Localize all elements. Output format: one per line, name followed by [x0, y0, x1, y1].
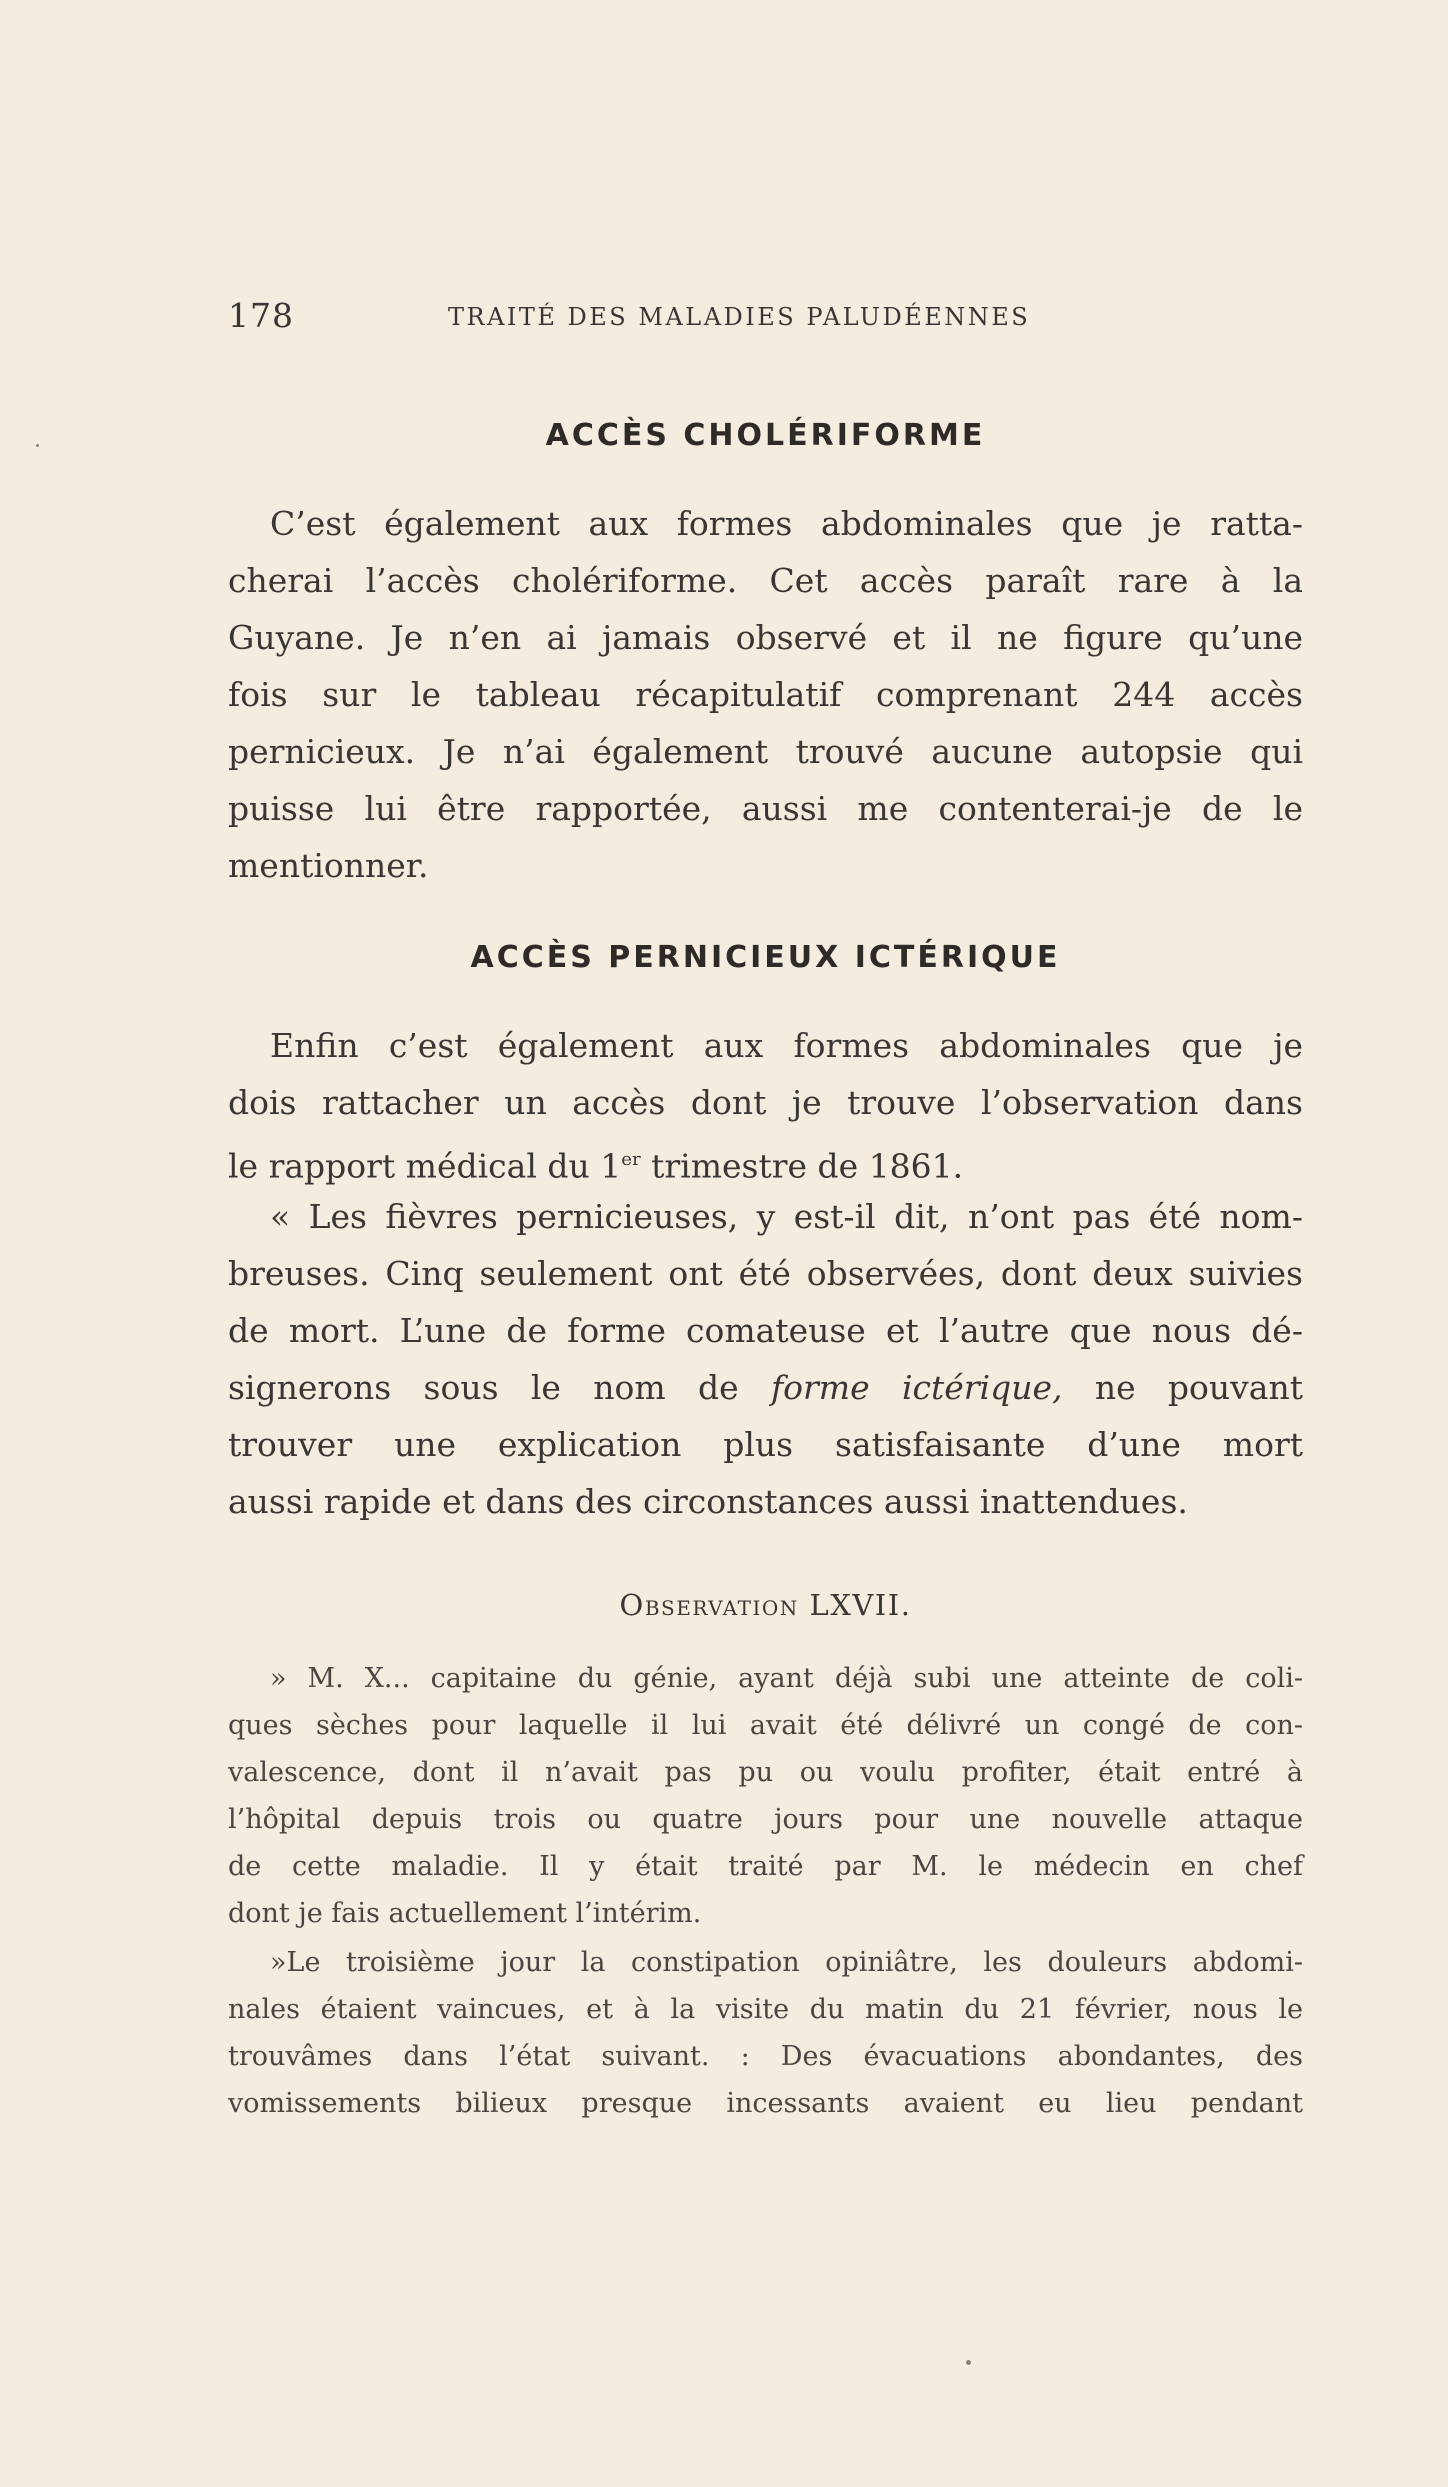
- text-fragment: ne pouvant: [1062, 1368, 1303, 1407]
- paper-speck: [36, 444, 39, 447]
- italic-term: forme ictérique,: [770, 1368, 1063, 1407]
- text-fragment: le rapport médical du 1: [228, 1146, 622, 1186]
- observation-title: Observation LXVII.: [619, 1588, 912, 1622]
- text-line: de mort. L’une de forme comateuse et l’autre que nous dé-: [228, 1311, 1303, 1350]
- text-line: dont je fais actuellement l’intérim.: [228, 1898, 702, 1929]
- text-line: aussi rapide et dans des circonstances aussi inattendues.: [228, 1482, 1188, 1521]
- text-line: [228, 1359, 1303, 1416]
- text-line: « Les fièvres pernicieuses, y est-il dit, n’ont pas été nom-: [270, 1197, 1303, 1236]
- text-line: trouver une explication plus satisfaisante d’une mort: [228, 1425, 1303, 1464]
- paragraph-choleriforme: [228, 495, 1303, 894]
- text-line: C’est également aux formes abdominales que je ratta-: [270, 504, 1303, 543]
- text-line: valescence, dont il n’avait pas pu ou voulu profiter, était entré à: [228, 1757, 1303, 1788]
- text-line: cherai l’accès cholériforme. Cet accès paraît rare à la: [228, 561, 1303, 600]
- text-line: dois rattacher un accès dont je trouve l’observation dans: [228, 1083, 1303, 1122]
- text-line: [228, 1131, 1303, 1188]
- paper-speck: [966, 2360, 971, 2365]
- section-heading-icterique: ACCÈS PERNICIEUX ICTÉRIQUE: [470, 940, 1061, 975]
- text-line: »Le troisième jour la constipation opiniâtre, les douleurs abdomi-: [270, 1947, 1303, 1978]
- text-line: de cette maladie. Il y était traité par M. le médecin en chef: [228, 1851, 1303, 1882]
- text-line: Enfin c’est également aux formes abdominales que je: [270, 1026, 1303, 1065]
- text-line: nales étaient vaincues, et à la visite du matin du 21 février, nous le: [228, 1994, 1303, 2025]
- text-line: l’hôpital depuis trois ou quatre jours pour une nouvelle attaque: [228, 1804, 1303, 1835]
- running-title: TRAITÉ DES MALADIES PALUDÉENNES: [448, 303, 1031, 331]
- superscript: er: [621, 1149, 641, 1170]
- text-line: mentionner.: [228, 846, 429, 885]
- section-heading-choleriforme: ACCÈS CHOLÉRIFORME: [545, 418, 986, 453]
- text-line: pernicieux. Je n’ai également trouvé aucune autopsie qui: [228, 732, 1303, 771]
- text-line: » M. X... capitaine du génie, ayant déjà subi une atteinte de coli-: [270, 1663, 1303, 1694]
- observation-paragraph-1: [228, 1655, 1303, 1937]
- text-line: puisse lui être rapportée, aussi me contenterai-je de le: [228, 789, 1303, 828]
- paragraph-icterique: [228, 1017, 1303, 1530]
- text-fragment: trimestre de 1861.: [640, 1146, 964, 1186]
- text-line: breuses. Cinq seulement ont été observées, dont deux suivies: [228, 1254, 1303, 1293]
- text-fragment: signerons sous le nom de: [228, 1368, 771, 1407]
- observation-paragraph-2: [228, 1939, 1303, 2127]
- text-line: fois sur le tableau récapitulatif comprenant 244 accès: [228, 675, 1303, 714]
- text-line: trouvâmes dans l’état suivant. : Des évacuations abondantes, des: [228, 2041, 1303, 2072]
- text-line: Guyane. Je n’en ai jamais observé et il ne figure qu’une: [228, 618, 1303, 657]
- text-line: ques sèches pour laquelle il lui avait été délivré un congé de con-: [228, 1710, 1303, 1741]
- running-head: [228, 296, 1303, 346]
- text-line: vomissements bilieux presque incessants avaient eu lieu pendant: [228, 2088, 1303, 2119]
- page-number: 178: [228, 296, 294, 335]
